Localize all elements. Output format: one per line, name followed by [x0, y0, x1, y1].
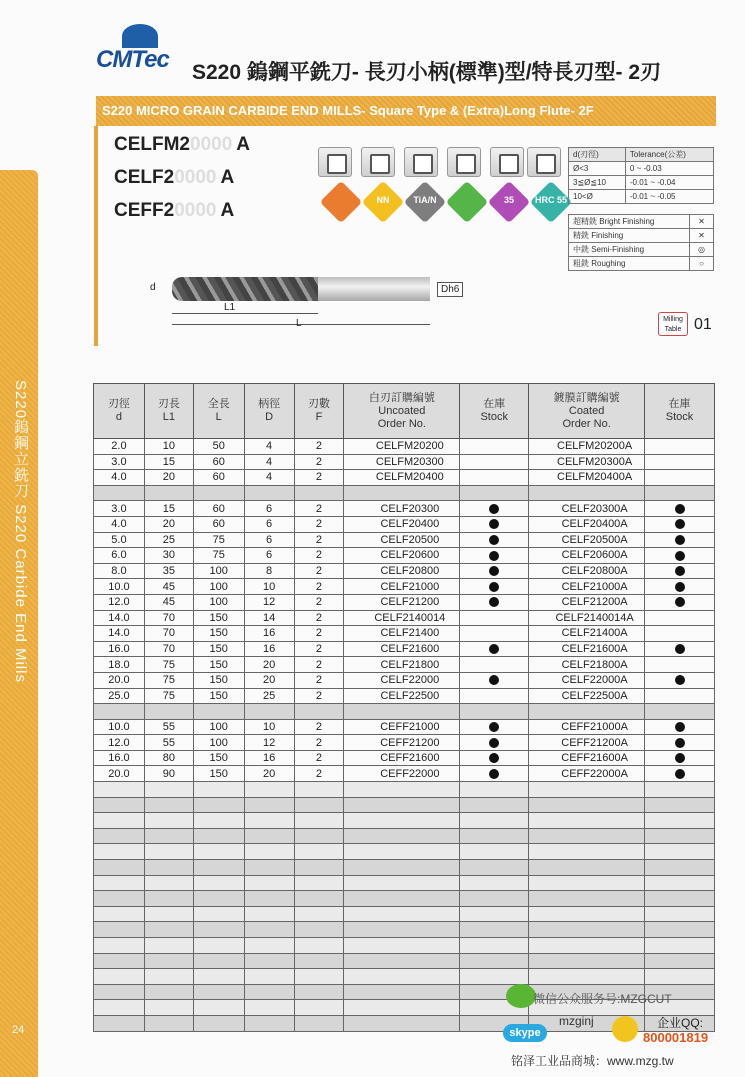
table-cell: 2 [294, 516, 344, 532]
table-cell: CELF20500 [344, 532, 460, 548]
table-cell: CELF21400A [529, 626, 645, 642]
table-cell: 4.0 [94, 516, 145, 532]
empty-row [94, 813, 715, 829]
table-cell: 4 [244, 439, 294, 455]
shop-url: 铭泽工业品商城：www.mzg.tw [511, 1054, 674, 1068]
table-cell: CELF2140014A [529, 610, 645, 626]
table-cell: 150 [193, 610, 244, 626]
table-cell: 100 [193, 594, 244, 610]
table-cell: 150 [193, 688, 244, 704]
table-cell: CELF21400 [344, 626, 460, 642]
wechat-text: 微信公众服务号:MZGCUT [533, 992, 672, 1006]
table-row [94, 610, 715, 626]
column-header: 刃數 F [294, 384, 344, 439]
contact-advert [497, 984, 735, 1072]
in-stock-dot-icon [489, 722, 499, 732]
column-header: 全長 L [193, 384, 244, 439]
coating-label: TiA/N [413, 195, 437, 205]
step-icon [527, 147, 561, 177]
stock-cell [460, 641, 529, 657]
in-stock-dot-icon [489, 504, 499, 514]
table-cell: CELF20300 [344, 501, 460, 517]
table-cell: 18.0 [94, 657, 145, 673]
table-cell: 100 [193, 719, 244, 735]
stock-cell [645, 470, 715, 486]
table-cell: 6 [244, 501, 294, 517]
table-cell: 6 [244, 516, 294, 532]
table-cell: 80 [144, 750, 193, 766]
dim-l1: L1 [224, 302, 236, 313]
side-milling-icon [447, 147, 481, 177]
table-cell: 150 [193, 672, 244, 688]
table-cell: 2 [294, 610, 344, 626]
dim-dh6: Dh6 [437, 282, 463, 297]
table-cell: 2 [294, 454, 344, 470]
table-cell: CELF20300A [529, 501, 645, 517]
stock-cell [460, 688, 529, 704]
in-stock-dot-icon [489, 753, 499, 763]
table-row [94, 719, 715, 735]
table-cell: 2 [294, 719, 344, 735]
table-cell: 14.0 [94, 610, 145, 626]
stock-cell [645, 439, 715, 455]
in-stock-dot-icon [489, 551, 499, 561]
table-header-row [94, 384, 715, 439]
series-celfm: CELFM20000 A [114, 134, 251, 155]
table-cell: CELF20800 [344, 563, 460, 579]
brand-logo [96, 24, 176, 74]
table-cell: CELF20400 [344, 516, 460, 532]
table-cell: 10 [244, 719, 294, 735]
end-mill-drawing [172, 277, 430, 301]
table-cell: 100 [193, 563, 244, 579]
table-cell: 15 [144, 501, 193, 517]
stock-cell [645, 516, 715, 532]
qq-number: 800001819 [643, 1030, 709, 1045]
table-cell: 2 [294, 439, 344, 455]
table-row [94, 657, 715, 673]
table-cell: 16.0 [94, 750, 145, 766]
table-cell: CELF21200A [529, 594, 645, 610]
in-stock-dot-icon [675, 769, 685, 779]
in-stock-dot-icon [489, 566, 499, 576]
separator-row [94, 485, 715, 501]
table-cell: 5.0 [94, 532, 145, 548]
table-cell: 2 [294, 672, 344, 688]
tolerance-table: d(刃徑) Tolerance(公差) Ø<3 0 ~ -0.03 3≦Ø≦10 -0.01 ~ -0.04 10<Ø -0.01 ~ -0.05 [568, 147, 714, 204]
empty-row [94, 953, 715, 969]
series-celf: CELF20000 A [114, 167, 235, 188]
table-cell: 45 [144, 594, 193, 610]
logo-text: CMTec [96, 46, 169, 73]
table-cell: 12.0 [94, 735, 145, 751]
table-cell: 14 [244, 610, 294, 626]
table-cell: CELFM20400 [344, 470, 460, 486]
table-cell: 10 [144, 439, 193, 455]
table-cell: 75 [144, 688, 193, 704]
empty-row [94, 828, 715, 844]
table-cell: 2 [294, 579, 344, 595]
column-header: 刃徑 d [94, 384, 145, 439]
table-cell: CELF22500A [529, 688, 645, 704]
table-cell: 15 [144, 454, 193, 470]
in-stock-dot-icon [489, 582, 499, 592]
empty-row [94, 844, 715, 860]
table-cell: CELF22000A [529, 672, 645, 688]
coating-label: HRC 55 [534, 195, 567, 205]
column-header: 鍍膜訂購編號 Coated Order No. [529, 384, 645, 439]
table-cell: CELF20400A [529, 516, 645, 532]
empty-row [94, 922, 715, 938]
table-cell: 35 [144, 563, 193, 579]
table-cell: CEFF21000A [529, 719, 645, 735]
table-cell: 2.0 [94, 439, 145, 455]
table-cell: 75 [144, 657, 193, 673]
table-cell: 2 [294, 532, 344, 548]
stock-cell [460, 516, 529, 532]
table-cell: CELF21800 [344, 657, 460, 673]
table-cell: 25 [144, 532, 193, 548]
face-milling-icon [318, 147, 352, 177]
table-cell: 14.0 [94, 626, 145, 642]
table-cell: 75 [193, 532, 244, 548]
table-row [94, 594, 715, 610]
stock-cell [645, 454, 715, 470]
table-row [94, 454, 715, 470]
table-cell: CELF22000 [344, 672, 460, 688]
coating-label: NN [376, 195, 390, 205]
stock-cell [460, 672, 529, 688]
empty-row [94, 906, 715, 922]
stock-cell [460, 735, 529, 751]
page-title: S220 鎢鋼平銑刀- 長刃小柄(標準)型/特長刃型- 2刃 [192, 61, 662, 84]
qq-label: 企业QQ: [657, 1016, 704, 1030]
table-cell: CELFM20300A [529, 454, 645, 470]
table-cell: CELF21200 [344, 594, 460, 610]
table-row [94, 641, 715, 657]
table-cell: CELF20600A [529, 548, 645, 564]
in-stock-dot-icon [489, 675, 499, 685]
empty-row [94, 797, 715, 813]
table-cell: 2 [294, 501, 344, 517]
product-table [93, 383, 715, 1032]
flute-graphic [172, 277, 318, 301]
empty-row [94, 875, 715, 891]
table-cell: 16 [244, 750, 294, 766]
stock-cell [645, 641, 715, 657]
separator-row [94, 704, 715, 720]
table-row [94, 563, 715, 579]
stock-cell [645, 719, 715, 735]
empty-row [94, 891, 715, 907]
in-stock-dot-icon [489, 738, 499, 748]
table-cell: CEFF21000 [344, 719, 460, 735]
table-cell: 12 [244, 735, 294, 751]
table-cell: 20 [244, 672, 294, 688]
stock-cell [645, 766, 715, 782]
in-stock-dot-icon [675, 551, 685, 561]
stock-cell [460, 610, 529, 626]
table-cell: CEFF21600 [344, 750, 460, 766]
empty-row [94, 969, 715, 985]
table-cell: 2 [294, 688, 344, 704]
table-cell: 3.0 [94, 501, 145, 517]
in-stock-dot-icon [675, 582, 685, 592]
stock-cell [645, 688, 715, 704]
table-cell: CELFM20200A [529, 439, 645, 455]
table-cell: 6.0 [94, 548, 145, 564]
stock-cell [645, 626, 715, 642]
table-cell: 4 [244, 470, 294, 486]
in-stock-dot-icon [675, 566, 685, 576]
in-stock-dot-icon [675, 738, 685, 748]
table-cell: CELF21600 [344, 641, 460, 657]
table-cell: 2 [294, 750, 344, 766]
empty-row [94, 860, 715, 876]
table-cell: CEFF21200 [344, 735, 460, 751]
banner-text: S220 MICRO GRAIN CARBIDE END MILLS- Square Type & (Extra)Long Flute- 2F [102, 103, 594, 118]
table-cell: 20 [144, 470, 193, 486]
table-cell: 45 [144, 579, 193, 595]
in-stock-dot-icon [675, 675, 685, 685]
table-cell: 50 [193, 439, 244, 455]
table-row [94, 470, 715, 486]
in-stock-dot-icon [675, 519, 685, 529]
table-cell: 55 [144, 735, 193, 751]
milling-table-number: 01 [694, 316, 712, 333]
table-cell: 6 [244, 548, 294, 564]
table-row [94, 532, 715, 548]
table-cell: 70 [144, 610, 193, 626]
table-cell: CELFM20300 [344, 454, 460, 470]
shoulder-icon [490, 147, 524, 177]
table-row [94, 626, 715, 642]
table-row [94, 579, 715, 595]
table-cell: 16 [244, 641, 294, 657]
stock-cell [460, 470, 529, 486]
table-cell: 4 [244, 454, 294, 470]
table-cell: 20.0 [94, 672, 145, 688]
dim-l1-line [172, 313, 318, 314]
table-cell: 150 [193, 750, 244, 766]
stock-cell [645, 501, 715, 517]
table-cell: 70 [144, 641, 193, 657]
table-cell: 12.0 [94, 594, 145, 610]
table-cell: 6 [244, 532, 294, 548]
table-cell: 2 [294, 594, 344, 610]
table-cell: CEFF22000A [529, 766, 645, 782]
banner [96, 96, 716, 126]
stock-cell [460, 750, 529, 766]
logo-arc-icon [122, 24, 158, 48]
table-cell: 75 [144, 672, 193, 688]
table-cell: CELF21800A [529, 657, 645, 673]
dim-l: L [296, 318, 302, 329]
stock-cell [645, 548, 715, 564]
column-header: 在庫 Stock [645, 384, 715, 439]
coating-icon [446, 181, 488, 223]
in-stock-dot-icon [489, 769, 499, 779]
column-header: 柄徑 D [244, 384, 294, 439]
table-cell: 2 [294, 766, 344, 782]
skype-id: mzginj [559, 1014, 594, 1028]
table-cell: 2 [294, 657, 344, 673]
table-cell: 8 [244, 563, 294, 579]
column-header: 在庫 Stock [460, 384, 529, 439]
pocket-icon [404, 147, 438, 177]
stock-cell [460, 579, 529, 595]
table-cell: 90 [144, 766, 193, 782]
table-cell: 16.0 [94, 641, 145, 657]
stock-cell [645, 563, 715, 579]
empty-row [94, 782, 715, 798]
table-cell: 10.0 [94, 719, 145, 735]
in-stock-dot-icon [489, 535, 499, 545]
shank-graphic [318, 277, 430, 301]
table-row [94, 439, 715, 455]
table-cell: 4.0 [94, 470, 145, 486]
stock-cell [645, 657, 715, 673]
table-cell: 100 [193, 735, 244, 751]
dim-d: d [150, 282, 156, 293]
table-cell: 16 [244, 626, 294, 642]
table-cell: 150 [193, 657, 244, 673]
table-cell: CEFF21600A [529, 750, 645, 766]
table-row [94, 735, 715, 751]
table-cell: CELF21000A [529, 579, 645, 595]
spine-title: S220鎢鋼立銑刀 S220 Carbide End Mills [12, 380, 29, 683]
table-cell: 75 [193, 548, 244, 564]
table-cell: 20 [144, 516, 193, 532]
table-cell: 3.0 [94, 454, 145, 470]
table-cell: 2 [294, 563, 344, 579]
in-stock-dot-icon [489, 519, 499, 529]
table-cell: CELFM20200 [344, 439, 460, 455]
stock-cell [460, 501, 529, 517]
table-cell: 55 [144, 719, 193, 735]
table-row [94, 688, 715, 704]
stock-cell [460, 548, 529, 564]
table-cell: 60 [193, 516, 244, 532]
table-cell: 60 [193, 501, 244, 517]
in-stock-dot-icon [675, 753, 685, 763]
table-cell: CELF22500 [344, 688, 460, 704]
table-cell: CELFM20400A [529, 470, 645, 486]
table-cell: 8.0 [94, 563, 145, 579]
table-cell: CELF2140014 [344, 610, 460, 626]
stock-cell [460, 454, 529, 470]
table-cell: 30 [144, 548, 193, 564]
table-cell: 20 [244, 657, 294, 673]
table-cell: CEFF22000 [344, 766, 460, 782]
stock-cell [645, 579, 715, 595]
table-cell: 20 [244, 766, 294, 782]
stock-cell [460, 626, 529, 642]
table-cell: CELF20500A [529, 532, 645, 548]
coating-icon [320, 181, 362, 223]
table-cell: 25.0 [94, 688, 145, 704]
table-cell: 2 [294, 626, 344, 642]
table-cell: 150 [193, 641, 244, 657]
in-stock-dot-icon [675, 722, 685, 732]
stock-cell [645, 594, 715, 610]
in-stock-dot-icon [675, 504, 685, 514]
empty-row [94, 938, 715, 954]
table-cell: CELF20800A [529, 563, 645, 579]
table-cell: 25 [244, 688, 294, 704]
table-cell: 2 [294, 548, 344, 564]
stock-cell [645, 672, 715, 688]
in-stock-dot-icon [675, 644, 685, 654]
table-cell: 2 [294, 470, 344, 486]
table-row [94, 766, 715, 782]
in-stock-dot-icon [489, 597, 499, 607]
table-cell: 20.0 [94, 766, 145, 782]
column-header: 刃長 L1 [144, 384, 193, 439]
table-cell: CELF20600 [344, 548, 460, 564]
table-row [94, 516, 715, 532]
table-cell: 10 [244, 579, 294, 595]
series-ceff: CEFF20000 A [114, 200, 235, 221]
in-stock-dot-icon [675, 597, 685, 607]
stock-cell [460, 532, 529, 548]
table-cell: 100 [193, 579, 244, 595]
stock-cell [645, 735, 715, 751]
in-stock-dot-icon [675, 535, 685, 545]
table-cell: 60 [193, 454, 244, 470]
stock-cell [460, 563, 529, 579]
table-cell: CEFF21200A [529, 735, 645, 751]
table-cell: 12 [244, 594, 294, 610]
page-number: 24 [12, 1024, 25, 1036]
table-cell: 60 [193, 470, 244, 486]
stock-cell [460, 594, 529, 610]
stock-cell [645, 750, 715, 766]
stock-cell [460, 657, 529, 673]
finishing-table: 超精銑 Bright Finishing ✕ 精銑 Finishing ✕ 中銑 Semi-Finishing ◎ 粗銑 Roughing ○ [568, 214, 714, 271]
table-row [94, 750, 715, 766]
milling-table-icon: Milling Table [658, 312, 688, 336]
stock-cell [460, 439, 529, 455]
table-cell: 2 [294, 735, 344, 751]
table-cell: 2 [294, 641, 344, 657]
table-row [94, 672, 715, 688]
table-cell: 150 [193, 766, 244, 782]
stock-cell [460, 719, 529, 735]
table-cell: 150 [193, 626, 244, 642]
skype-icon: skype [503, 1024, 547, 1042]
in-stock-dot-icon [489, 644, 499, 654]
column-header: 白刃訂購編號 Uncoated Order No. [344, 384, 460, 439]
table-cell: CELF21000 [344, 579, 460, 595]
stock-cell [460, 766, 529, 782]
stock-cell [645, 610, 715, 626]
slotting-icon [361, 147, 395, 177]
coating-label: 35 [503, 195, 514, 205]
stock-cell [645, 532, 715, 548]
table-row [94, 548, 715, 564]
table-cell: 10.0 [94, 579, 145, 595]
table-cell: 70 [144, 626, 193, 642]
accent-bar [94, 126, 98, 346]
table-cell: CELF21600A [529, 641, 645, 657]
table-row [94, 501, 715, 517]
